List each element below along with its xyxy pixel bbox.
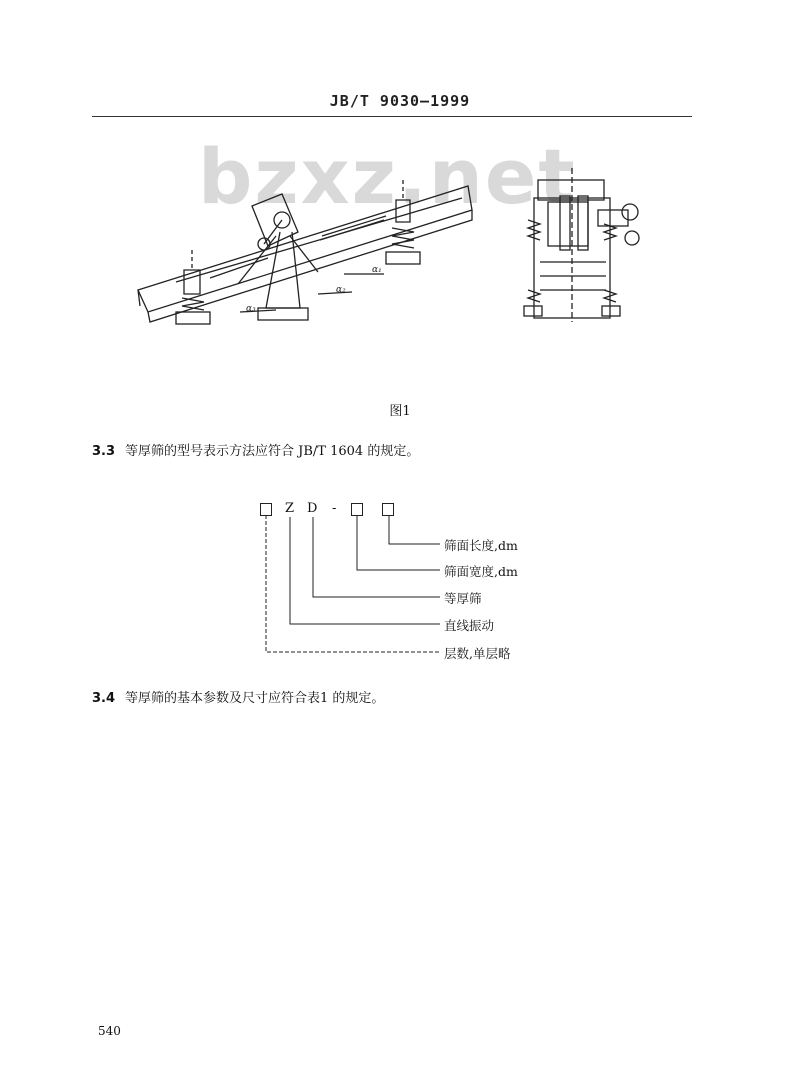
- label-length: 筛面长度,dm: [444, 538, 518, 553]
- label-type: 等厚筛: [444, 591, 482, 606]
- section-number: 3.3: [92, 444, 116, 459]
- label-layers: 层数,单层略: [444, 646, 511, 661]
- angle-a3-label: α₃: [246, 304, 256, 314]
- label-width: 筛面宽度,dm: [444, 564, 518, 579]
- section-text: 等厚筛的型号表示方法应符合 JB/T 1604 的规定。: [125, 444, 420, 459]
- section-text: 等厚筛的基本参数及尺寸应符合表1 的规定。: [125, 691, 385, 706]
- layer-count-box: [260, 503, 272, 516]
- page-header: JB/T 9030—1999: [329, 92, 471, 110]
- right-spring-mount: [396, 200, 410, 222]
- screen-deck: [138, 186, 472, 312]
- page-number: 540: [98, 1024, 121, 1038]
- angle-a2-label: α₂: [336, 285, 346, 295]
- code-letter-d: D: [307, 501, 318, 516]
- code-letter-z: Z: [285, 501, 295, 516]
- angle-a1-label: α₁: [372, 265, 382, 275]
- section-number: 3.4: [92, 691, 116, 706]
- width-box: [351, 503, 363, 516]
- watermark: bzxz.net: [198, 132, 577, 221]
- end-view-drawing: [524, 168, 639, 322]
- length-box: [382, 503, 394, 516]
- support-base: [258, 308, 308, 320]
- section-3-4: [92, 687, 384, 706]
- left-spring-base: [176, 312, 210, 324]
- label-vibration: 直线振动: [444, 618, 495, 633]
- code-dash: -: [332, 501, 337, 516]
- figure-caption: 图1: [389, 404, 411, 419]
- section-3-3: [92, 440, 419, 459]
- right-spring-base: [386, 252, 420, 264]
- model-code-connectors: [266, 515, 440, 652]
- right-spring: [392, 228, 414, 248]
